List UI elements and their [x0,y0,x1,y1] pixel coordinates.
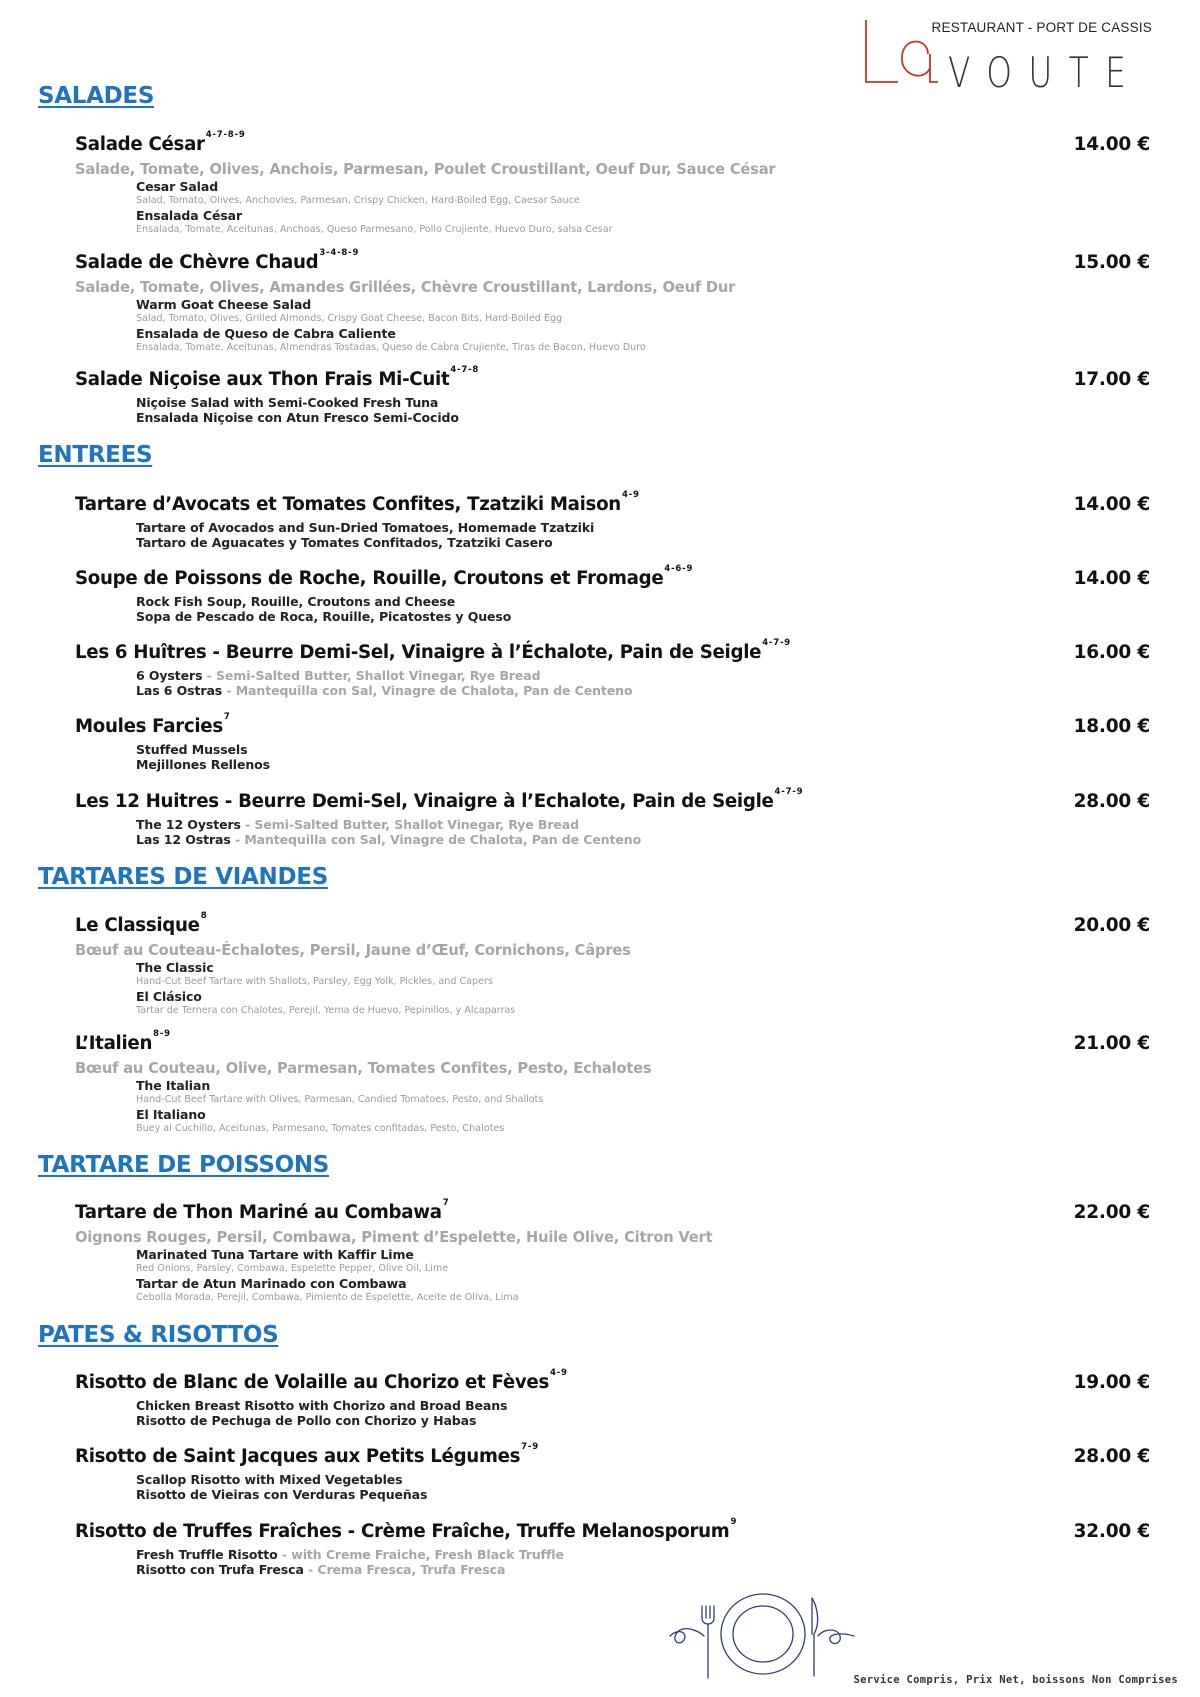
spanish-name: Ensalada de Queso de Cabra Caliente [136,326,396,341]
section-tartare-poissons [38,1152,329,1178]
item-description: Salade, Tomate, Olives, Anchois, Parmesan, Poulet Croustillant, Oeuf Dur, Sauce César [75,161,776,178]
logo-wordmark: VOUTE [948,48,1143,97]
spanish-name: Ensalada Niçoise con Atun Fresco Semi-Cocido [136,410,459,425]
translations [136,817,1150,847]
item-description: Bœuf au Couteau, Olive, Parmesan, Tomates Confites, Pesto, Echalotes [75,1060,652,1077]
menu-item [75,911,1150,1018]
footer-note: Service Compris, Prix Net, boissons Non Comprises [853,1674,1178,1686]
spanish-description: Cebolla Morada, Perejil, Combawa, Pimiento de Espelette, Aceite de Oliva, Lima [136,1292,519,1303]
english-description: Salad, Tomato, Olives, Anchovies, Parmesan, Crispy Chicken, Hard-Boiled Egg, Caesar Sauce [136,195,580,206]
item-price: 32.00 € [1073,1521,1150,1542]
item-price: 19.00 € [1073,1372,1150,1393]
english-description: Hand-Cut Beef Tartare with Shallots, Parsley, Egg Yolk, Pickles, and Capers [136,976,493,987]
english-line: The 12 Oysters - Semi-Salted Butter, Shallot Vinegar, Rye Bread [136,817,579,832]
spanish-line: Risotto con Trufa Fresca - Crema Fresca, Trufa Fresca [136,1562,506,1577]
menu-item [75,787,1150,847]
item-name: Les 12 Huitres - Beurre Demi-Sel, Vinaigre à l’Echalote, Pain de Seigle$^{4-7-9}$ [75,787,804,812]
allergen-codes: 4-7-8-9 [205,130,246,140]
allergen-codes: 4-9 [550,1368,568,1378]
item-price: 28.00 € [1073,791,1150,812]
translations [136,520,1150,550]
section-pates-risottos [38,1322,278,1348]
english-name: Marinated Tuna Tartare with Kaffir Lime [136,1247,414,1262]
english-name: The Italian [136,1078,211,1093]
allergen-codes: 4-6-9 [664,564,694,574]
item-name: Moules Farcies$^7$ [75,712,231,737]
spanish-description: Tartar de Ternera con Chalotes, Perejil, Yema de Huevo, Pepinillos, y Alcaparras [136,1005,516,1016]
section-tartares-viandes [38,864,328,890]
translations [136,1078,1150,1136]
item-price: 21.00 € [1073,1033,1150,1054]
translations [136,668,1150,698]
item-price: 18.00 € [1073,716,1150,737]
menu-item [75,638,1150,698]
spanish-name: Mejillones Rellenos [136,757,270,772]
menu-item [75,1517,1150,1577]
la-monogram-icon [862,16,942,94]
item-price: 17.00 € [1073,369,1150,390]
english-name: Warm Goat Cheese Salad [136,297,312,312]
item-price: 14.00 € [1073,494,1150,515]
section-title: TARTARE DE POISSONS [38,1152,330,1178]
menu-item [75,564,1150,624]
allergen-codes: 4-9 [621,490,640,500]
english-name: Niçoise Salad with Semi-Cooked Fresh Tuna [136,395,439,410]
translations [136,179,1150,237]
item-price: 20.00 € [1073,915,1150,936]
item-name: Risotto de Truffes Fraîches - Crème Fraîche, Truffe Melanosporum$^9$ [75,1517,738,1542]
english-name: Chicken Breast Risotto with Chorizo and Broad Beans [136,1398,508,1413]
section-title: TARTARES DE VIANDES [38,864,328,890]
spanish-name: Risotto de Vieiras con Verduras Pequeñas [136,1487,428,1502]
item-price: 14.00 € [1073,568,1150,589]
section-salades [38,83,154,109]
section-title: ENTREES [38,442,153,468]
allergen-codes: 8-9 [153,1029,171,1039]
logo-tagline: RESTAURANT - PORT DE CASSIS [931,20,1152,35]
plate-cutlery-icon [668,1588,858,1680]
item-name: L’Italien$^{8-9}$ [75,1029,171,1054]
menu-item [75,248,1150,355]
english-description: Hand-Cut Beef Tartare with Olives, Parmesan, Candied Tomatoes, Pesto, and Shallots [136,1094,544,1105]
translations [136,960,1150,1018]
menu-item [75,1442,1150,1502]
translations [136,742,1150,772]
translations [136,1247,1150,1305]
translations [136,395,1150,425]
translations [136,1398,1150,1428]
translations [136,1472,1150,1502]
menu-item [75,1029,1150,1136]
item-name: Salade Niçoise aux Thon Frais Mi-Cuit$^{4-7-8}$ [75,365,480,390]
allergen-codes: 7-9 [521,1442,539,1452]
menu-item [75,130,1150,237]
english-name: Scallop Risotto with Mixed Vegetables [136,1472,403,1487]
spanish-line: Las 6 Ostras - Mantequilla con Sal, Vinagre de Chalota, Pan de Centeno [136,683,633,698]
item-name: Les 6 Huîtres - Beurre Demi-Sel, Vinaigre à l’Échalote, Pain de Seigle$^{4-7-9}$ [75,638,791,663]
section-title: SALADES [38,83,155,109]
allergen-codes: 4-7-8 [450,365,480,375]
allergen-codes: 7 [442,1198,450,1208]
english-name: Tartare of Avocados and Sun-Dried Tomatoes, Homemade Tzatziki [136,520,595,535]
item-name: Le Classique$^8$ [75,911,208,936]
spanish-name: Sopa de Pescado de Roca, Rouille, Picatostes y Queso [136,609,512,624]
translations [136,1547,1150,1577]
menu-item [75,1198,1150,1305]
item-name: Tartare d’Avocats et Tomates Confites, Tzatziki Maison$^{4-9}$ [75,490,640,515]
allergen-codes: 4-7-9 [774,787,804,797]
restaurant-logo [862,16,1152,97]
spanish-name: Ensalada César [136,208,243,223]
item-name: Salade César$^{4-7-8-9}$ [75,130,246,155]
english-name: Cesar Salad [136,179,219,194]
spanish-name: El Clásico [136,989,202,1004]
item-price: 14.00 € [1073,134,1150,155]
menu-item [75,712,1150,772]
item-name: Risotto de Saint Jacques aux Petits Légumes$^{7-9}$ [75,1442,539,1467]
english-name: The Classic [136,960,214,975]
item-price: 16.00 € [1073,642,1150,663]
item-price: 15.00 € [1073,252,1150,273]
item-name: Tartare de Thon Mariné au Combawa$^7$ [75,1198,450,1223]
item-name: Salade de Chèvre Chaud$^{3-4-8-9}$ [75,248,360,273]
section-title: PATES & RISOTTOS [38,1322,279,1348]
menu-item [75,490,1150,550]
spanish-name: Risotto de Pechuga de Pollo con Chorizo y Habas [136,1413,477,1428]
item-name: Soupe de Poissons de Roche, Rouille, Croutons et Fromage$^{4-6-9}$ [75,564,694,589]
menu-item [75,1368,1150,1428]
translations [136,297,1150,355]
spanish-name: Tartar de Atun Marinado con Combawa [136,1276,407,1291]
english-description: Red Onions, Parsley, Combawa, Espelette Pepper, Olive Oil, Lime [136,1263,449,1274]
item-description: Oignons Rouges, Persil, Combawa, Piment d’Espelette, Huile Olive, Citron Vert [75,1229,713,1246]
allergen-codes: 8 [200,911,208,921]
item-price: 28.00 € [1073,1446,1150,1467]
spanish-name: El Italiano [136,1107,206,1122]
english-description: Salad, Tomato, Olives, Grilled Almonds, Crispy Goat Cheese, Bacon Bits, Hard-Boiled Egg [136,313,563,324]
allergen-codes: 4-7-9 [762,638,791,648]
english-name: Stuffed Mussels [136,742,248,757]
section-entrees [38,442,152,468]
spanish-name: Tartaro de Aguacates y Tomates Confitados, Tzatziki Casero [136,535,553,550]
item-description: Bœuf au Couteau-Échalotes, Persil, Jaune d’Œuf, Cornichons, Câpres [75,942,631,959]
item-description: Salade, Tomate, Olives, Amandes Grillées, Chèvre Croustillant, Lardons, Oeuf Dur [75,279,736,296]
spanish-description: Ensalada, Tomate, Aceitunas, Almendras Tostadas, Queso de Cabra Crujiente, Tiras de Bacon, Huevo Duro [136,342,646,353]
translations [136,594,1150,624]
item-price: 22.00 € [1073,1202,1150,1223]
menu-item [75,365,1150,425]
spanish-line: Las 12 Ostras - Mantequilla con Sal, Vinagre de Chalota, Pan de Centeno [136,832,642,847]
spanish-description: Buey al Cuchillo, Aceitunas, Parmesano, Tomates confitadas, Pesto, Chalotes [136,1123,505,1134]
allergen-codes: 3-4-8-9 [319,248,360,258]
english-line: 6 Oysters - Semi-Salted Butter, Shallot Vinegar, Rye Bread [136,668,541,683]
spanish-description: Ensalada, Tomate, Aceitunas, Anchoas, Queso Parmesano, Pollo Crujiente, Huevo Duro, salsa Cesar [136,224,613,235]
english-name: Rock Fish Soup, Rouille, Croutons and Cheese [136,594,456,609]
allergen-codes: 7 [223,712,231,722]
item-name: Risotto de Blanc de Volaille au Chorizo et Fèves$^{4-9}$ [75,1368,568,1393]
english-line: Fresh Truffle Risotto - with Creme Fraiche, Fresh Black Truffle [136,1547,564,1562]
allergen-codes: 9 [730,1517,738,1527]
